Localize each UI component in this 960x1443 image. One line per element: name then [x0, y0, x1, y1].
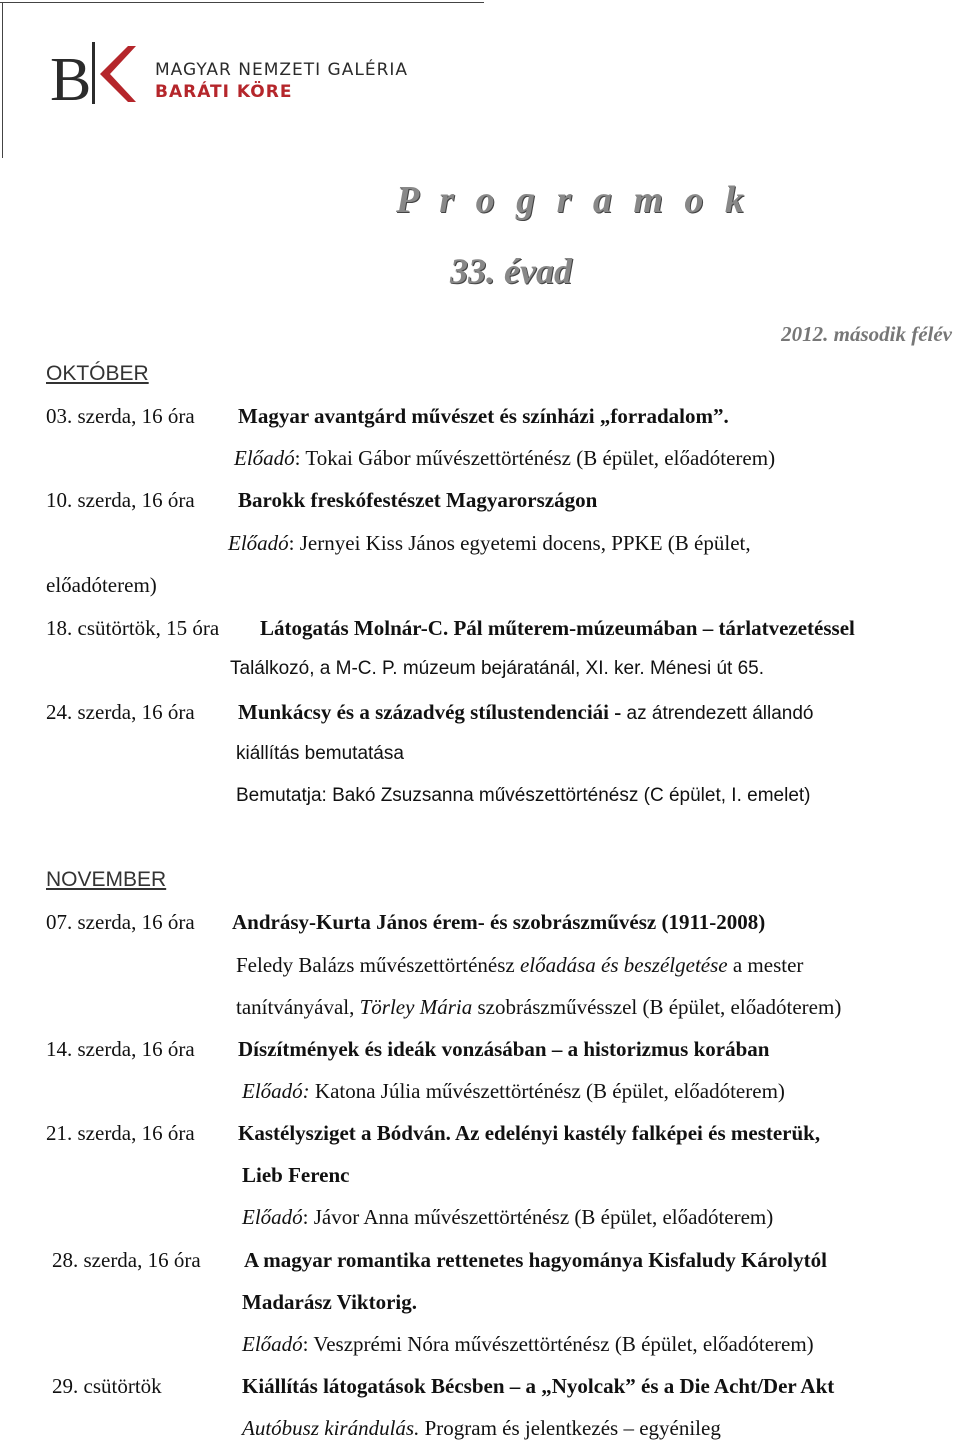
event-date: 10. szerda, 16 óra: [46, 488, 195, 512]
month-heading-november: NOVEMBER: [46, 868, 167, 891]
event-date: 29. csütörtök: [52, 1374, 162, 1398]
event-title: Kastélysziget a Bódván. Az edelényi kastély falképei és mesterük,: [238, 1121, 821, 1145]
event-title-cont: Lieb Ferenc: [242, 1163, 350, 1187]
page-frame-left: [2, 2, 3, 158]
event-date: 18. csütörtök, 15 óra: [46, 616, 220, 640]
event-detail: Előadó: Tokai Gábor művészettörténész (B épület, előadóterem): [234, 446, 776, 470]
semester-label: 2012. második félév: [781, 322, 952, 346]
event-title: Barokk freskófestészet Magyarországon: [238, 488, 598, 512]
event-detail: Előadó: Jernyei Kiss János egyetemi docens, PPKE (B épület,: [228, 531, 751, 555]
season-label: 33. évad: [450, 251, 572, 291]
event-date: 07. szerda, 16 óra: [46, 910, 195, 934]
event-detail: Előadó: Jávor Anna művészettörténész (B épület, előadóterem): [242, 1205, 774, 1229]
org-subtitle: BARÁTI KÖRE: [155, 82, 293, 102]
event-detail: Előadó: Veszprémi Nóra művészettörténész (B épület, előadóterem): [242, 1332, 814, 1356]
event-title: A magyar romantika rettenetes hagyománya Kisfaludy Károlytól: [244, 1248, 827, 1272]
event-date: 24. szerda, 16 óra: [46, 700, 195, 724]
event-title: Látogatás Molnár-C. Pál műterem-múzeumában – tárlatvezetéssel: [260, 616, 855, 640]
event-date: 03. szerda, 16 óra: [46, 404, 195, 428]
event-date: 28. szerda, 16 óra: [52, 1248, 201, 1272]
month-heading-october: OKTÓBER: [46, 362, 149, 385]
svg-text:B: B: [50, 46, 92, 108]
event-date: 21. szerda, 16 óra: [46, 1121, 195, 1145]
event-detail: Feledy Balázs művészettörténész előadása és beszélgetése a mester: [236, 953, 804, 977]
event-detail-cont: tanítványával, Törley Mária szobrászművésszel (B épület, előadóterem): [236, 995, 842, 1019]
event-detail: Bemutatja: Bakó Zsuzsanna művészettörténész (C épület, I. emelet): [236, 785, 811, 806]
bk-logo: [50, 38, 140, 108]
event-title: Magyar avantgárd művészet és színházi „forradalom”.: [238, 404, 729, 428]
org-name: MAGYAR NEMZETI GALÉRIA: [155, 60, 409, 80]
event-title: Andrásy-Kurta János érem- és szobrászművész (1911-2008): [232, 910, 766, 934]
event-title: Kiállítás látogatások Bécsben – a „Nyolcak” és a Die Acht/Der Akt: [242, 1374, 835, 1398]
event-title-cont: Madarász Viktorig.: [242, 1290, 417, 1314]
event-detail: Előadó: Katona Júlia művészettörténész (B épület, előadóterem): [242, 1079, 785, 1103]
event-title: Díszítmények és ideák vonzásában – a historizmus korában: [238, 1037, 770, 1061]
event-detail: Találkozó, a M-C. P. múzeum bejáratánál, XI. ker. Ménesi út 65.: [230, 658, 765, 679]
event-title: Munkácsy és a századvég stílustendenciái - az átrendezett állandó: [238, 700, 814, 724]
event-date: 14. szerda, 16 óra: [46, 1037, 195, 1061]
page-title: P r o g r a m o k: [396, 179, 750, 221]
event-detail-cont: előadóterem): [46, 573, 157, 597]
event-detail: Autóbusz kirándulás. Program és jelentkezés – egyénileg: [242, 1416, 721, 1440]
event-title-cont: kiállítás bemutatása: [236, 743, 404, 764]
page-frame-top: [0, 2, 484, 3]
